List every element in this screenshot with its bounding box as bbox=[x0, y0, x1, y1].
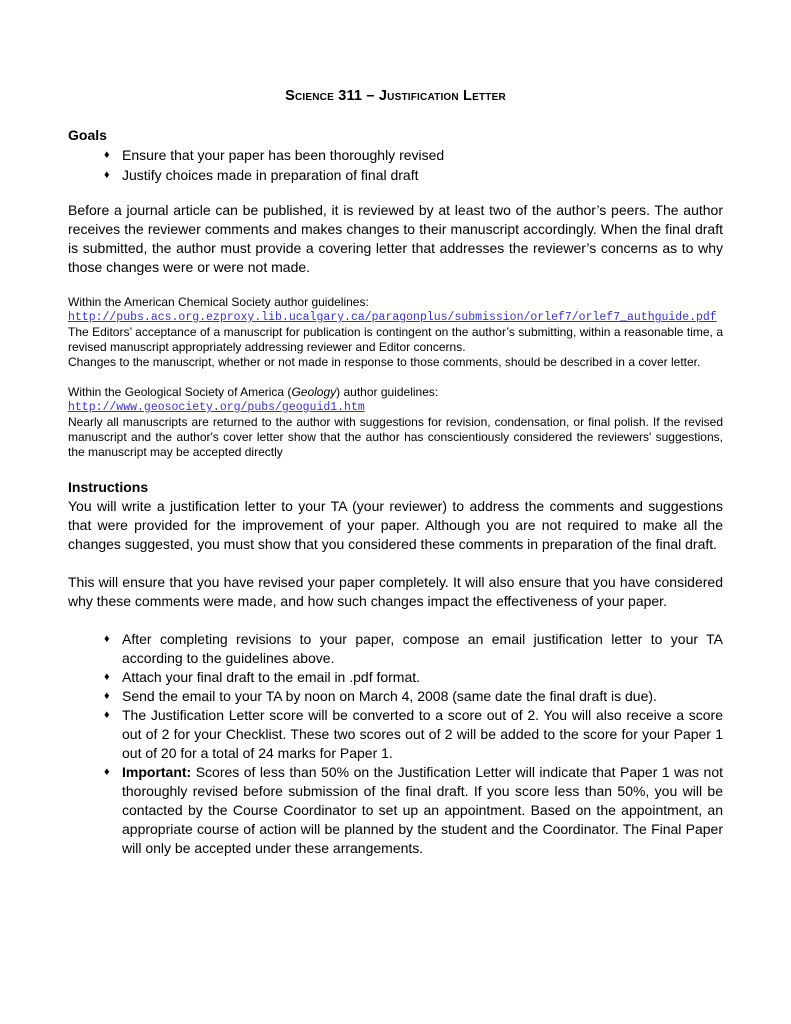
diamond-bullet-icon: ♦ bbox=[104, 709, 110, 721]
acs-quote-2: Changes to the manuscript, whether or not made in response to those comments, should be described in a cover letter. bbox=[68, 355, 701, 369]
goal-item bbox=[68, 165, 723, 185]
goals-heading: Goals bbox=[68, 127, 107, 143]
important-label: Important: bbox=[122, 764, 192, 780]
instruction-bullet-text: Attach your final draft to the email in .pdf format. bbox=[122, 669, 421, 685]
instruction-bullet bbox=[68, 706, 723, 763]
instruction-bullet-text: After completing revisions to your paper, compose an email justification letter to your TA according to the guidelines above. bbox=[122, 631, 723, 666]
gsa-intro-post: ) author guidelines: bbox=[336, 385, 439, 399]
important-note bbox=[122, 763, 723, 858]
important-text: Scores of less than 50% on the Justification Letter will indicate that Paper 1 was not thoroughly revised before submission of the final draft. If you score less than 50%, you will be contacted by the Course Coordinator to set up an appointment. Based on the appointment, an appropriate course of action will be planned by the student and the Coordinator. The Final Paper will only be accepted under these arrangements. bbox=[122, 764, 723, 856]
instructions-heading: Instructions bbox=[68, 479, 149, 495]
instruction-bullet-text: The Justification Letter score will be converted to a score out of 2. You will also receive a score out of 2 for your Checklist. These two scores out of 2 will be added to the score for your Paper 1 out of 20 for a total of 24 marks for Paper 1. bbox=[122, 707, 723, 761]
gsa-quote: Nearly all manuscripts are returned to the author with suggestions for revision, condensation, or final polish. If the revised manuscript and the author's cover letter show that the author has conscientiously considered the reviewers' suggestions, the manuscript may be accepted directly bbox=[68, 415, 723, 459]
diamond-bullet-icon: ♦ bbox=[104, 633, 110, 645]
document-title: Science 311 – Justification Letter bbox=[285, 88, 506, 104]
goal-text: Justify choices made in preparation of final draft bbox=[122, 167, 419, 183]
diamond-bullet-icon: ♦ bbox=[104, 766, 110, 778]
instruction-bullet-important bbox=[68, 763, 723, 858]
instructions-section bbox=[68, 477, 723, 858]
goal-text: Ensure that your paper has been thoroughly revised bbox=[122, 147, 445, 163]
diamond-bullet-icon: ♦ bbox=[104, 671, 110, 683]
gsa-guidelines-block bbox=[68, 385, 723, 460]
diamond-bullet-icon: ♦ bbox=[104, 149, 110, 161]
instructions-paragraph-2: This will ensure that you have revised your paper completely. It will also ensure that you have considered why these comments were made, and how such changes impact the effectiveness of your paper. bbox=[68, 574, 723, 609]
acs-quote-1: The Editors’ acceptance of a manuscript for publication is contingent on the author’s submitting, within a reasonable time, a revised manuscript appropriately addressing reviewer and Editor concerns. bbox=[68, 325, 723, 354]
instruction-bullet bbox=[68, 687, 723, 706]
acs-guidelines-block bbox=[68, 295, 723, 370]
gsa-intro-line bbox=[68, 385, 723, 400]
instructions-bullet-list bbox=[68, 630, 723, 858]
gsa-intro-pre: Within the Geological Society of America ( bbox=[68, 385, 292, 399]
diamond-bullet-icon: ♦ bbox=[104, 690, 110, 702]
diamond-bullet-icon: ♦ bbox=[104, 169, 110, 181]
intro-paragraph: Before a journal article can be published, it is reviewed by at least two of the author’s peers. The author receives the reviewer comments and makes changes to their manuscript accordingly. When the final draft is submitted, the author must provide a covering letter that addresses the reviewer’s concerns as to why those changes were or were not made. bbox=[68, 202, 723, 275]
instruction-bullet bbox=[68, 668, 723, 687]
goal-item bbox=[68, 145, 723, 165]
gsa-guidelines-link[interactable]: http://www.geosociety.org/pubs/geoguid1.htm bbox=[68, 401, 365, 414]
gsa-journal-name: Geology bbox=[291, 385, 337, 399]
instructions-paragraph-1: You will write a justification letter to your TA (your reviewer) to address the comments and suggestions that were provided for the improvement of your paper. Although you are not required to make all the changes suggested, you must show that you considered these comments in preparation of the final draft. bbox=[68, 498, 723, 552]
acs-intro-line: Within the American Chemical Society author guidelines: bbox=[68, 295, 369, 309]
instruction-bullet-text: Send the email to your TA by noon on March 4, 2008 (same date the final draft is due). bbox=[122, 688, 657, 704]
acs-guidelines-link[interactable]: http://pubs.acs.org.ezproxy.lib.ucalgary.ca/paragonplus/submission/orlef7/orlef7_authguide.pdf bbox=[68, 311, 717, 324]
goals-section bbox=[68, 125, 723, 185]
instruction-bullet bbox=[68, 630, 723, 668]
